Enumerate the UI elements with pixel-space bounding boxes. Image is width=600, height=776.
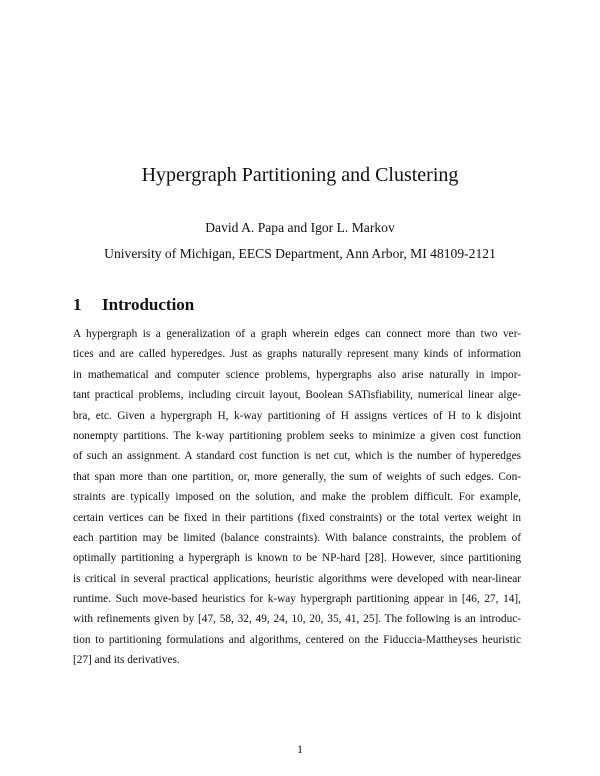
page-number: 1 xyxy=(297,742,303,756)
text-line: that span more than one partition, or, more generally, the sum of weights of such edges. Con- xyxy=(73,470,521,483)
section-title: Introduction xyxy=(102,295,195,314)
text-line: nonempty partitions. The k-way partitioning problem seeks to minimize a given cost function xyxy=(73,429,521,442)
text-line: bra, etc. Given a hypergraph H, k-way partitioning of H assigns vertices of H to k disjoint xyxy=(73,409,521,422)
text-line: of such an assignment. A standard cost function is net cut, which is the number of hyperedges xyxy=(73,450,521,463)
text-line: tion to partitioning formulations and algorithms, centered on the Fiduccia-Mattheyses heuristic xyxy=(73,633,521,646)
text-line: runtime. Such move-based heuristics for k-way hypergraph partitioning appear in [46, 27, 14], xyxy=(73,593,521,606)
text-line: with refinements given by [47, 58, 32, 49, 24, 10, 20, 35, 41, 25]. The following is an introduc- xyxy=(73,613,521,626)
text-line: straints are typically imposed on the solution, and make the problem difficult. For example, xyxy=(73,491,521,504)
text-line: A hypergraph is a generalization of a graph wherein edges can connect more than two ver- xyxy=(73,328,521,340)
text-line: certain vertices can be fixed in their partitions (fixed constraints) or the total vertex weight in xyxy=(73,511,521,524)
text-line: each partition may be limited (balance constraints). With balance constraints, the problem of xyxy=(73,531,521,544)
text-line: tant practical problems, including circuit layout, Boolean SATisfiability, numerical linear alge- xyxy=(73,389,521,402)
author-list: David A. Papa and Igor L. Markov xyxy=(205,220,395,235)
text-line: tices and are called hyperedges. Just as graphs naturally represent many kinds of information xyxy=(73,348,521,361)
body-text xyxy=(73,324,521,671)
paper-title: Hypergraph Partitioning and Clustering xyxy=(141,164,459,186)
section-heading xyxy=(73,294,194,316)
text-line: in mathematical and computer science problems, hypergraphs also arise naturally in impor- xyxy=(73,368,521,381)
section-number: 1 xyxy=(73,295,82,314)
text-line: optimally partitioning a hypergraph is known to be NP-hard [28]. However, since partitioning xyxy=(73,552,521,565)
affiliation: University of Michigan, EECS Department, Ann Arbor, MI 48109-2121 xyxy=(104,246,496,261)
text-line: [27] and its derivatives. xyxy=(73,654,180,667)
text-line: is critical in several practical applications, heuristic algorithms were developed with near-linear xyxy=(73,572,521,585)
